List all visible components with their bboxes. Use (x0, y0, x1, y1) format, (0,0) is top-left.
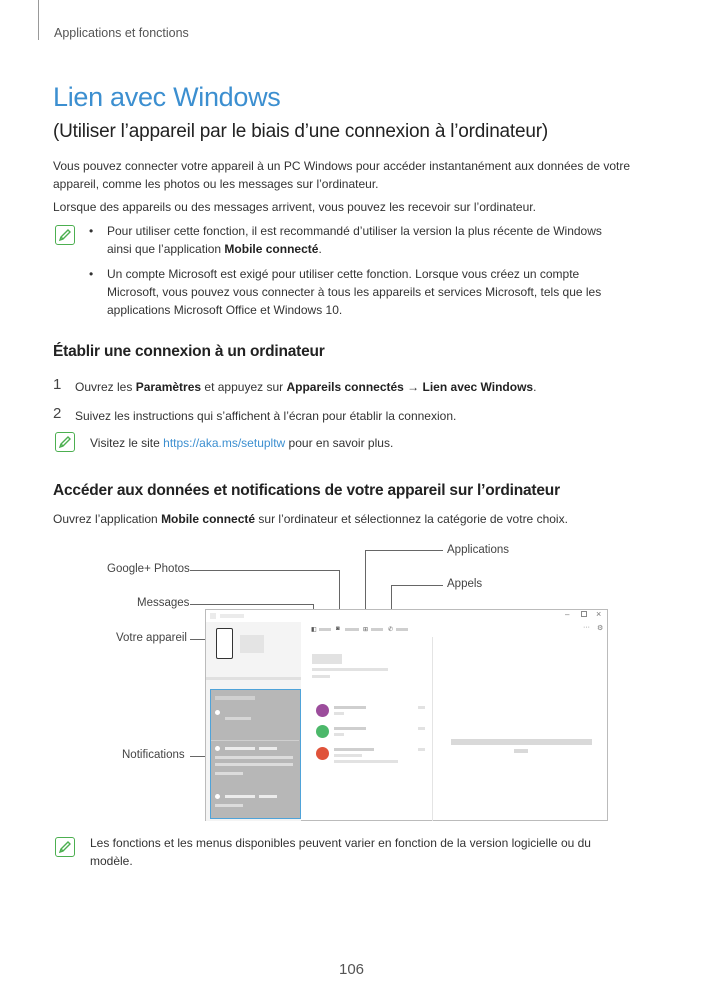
contact-avatar (316, 725, 329, 738)
callout-messages: Messages (137, 597, 190, 609)
minimize-icon: – (565, 610, 570, 619)
notifications-panel (210, 689, 301, 819)
step-1: 1 (53, 376, 62, 393)
leader-applications-h (365, 550, 443, 551)
note1-bullet-2: • Un compte Microsoft est exigé pour utiliser cette fonction. Lorsque vous créez un compte Microsoft, vous pouvez vous connecter à tous les appareils et services Microsoft, tels que les applications Microsoft Office et Windows 10. (89, 267, 602, 317)
leader-messages-h (190, 604, 313, 605)
setup-link[interactable]: https://aka.ms/setupltw (163, 436, 286, 450)
callout-appels: Appels (447, 578, 483, 590)
left-panel (206, 622, 301, 821)
callout-votre-appareil: Votre appareil (116, 632, 187, 644)
more-icon: ··· (583, 624, 590, 631)
leader-appels-h (391, 585, 443, 586)
device-info (240, 635, 264, 653)
photos-tab-icon: ◙ (336, 626, 340, 632)
app-logo-icon (210, 613, 216, 619)
note1-bullet-1: • Pour utiliser cette fonction, il est recommandé d’utiliser la version la plus récente de Windows ainsi que l’application Mobile connecté. (89, 224, 602, 256)
header-rule (38, 0, 39, 40)
intro-paragraph-1: Vous pouvez connecter votre appareil à un PC Windows pour accéder instantanément aux données de votre appareil, comme les photos ou les messages sur l’ordinateur. (53, 159, 631, 191)
callout-google-photos: Google+ Photos (107, 563, 190, 575)
note-visit-site: Visitez le site https://aka.ms/setupltw pour en savoir plus. (90, 436, 394, 450)
app-window-screenshot (205, 609, 608, 821)
settings-gear-icon: ⚙ (597, 625, 604, 632)
note-variations: Les fonctions et les menus disponibles peuvent varier en fonction de la version logicielle ou du modèle. (90, 836, 591, 868)
note-pencil-icon (55, 432, 75, 452)
contact-avatar (316, 747, 329, 760)
page-subtitle: (Utiliser l’appareil par le biais d’une connexion à l’ordinateur) (53, 121, 548, 142)
section-header: Applications et fonctions (54, 26, 189, 40)
applications-tab-icon: ⊞ (363, 627, 369, 633)
contact-avatar (316, 704, 329, 717)
leader-google-photos-h (190, 570, 339, 571)
section2-text: Ouvrez l’application Mobile connecté sur l’ordinateur et sélectionnez la catégorie de votre choix. (53, 512, 568, 526)
step-1-text: Ouvrez les Paramètres et appuyez sur Appareils connectés → Lien avec Windows. (75, 380, 537, 394)
section-title-access-data: Accéder aux données et notifications de votre appareil sur l’ordinateur (53, 482, 560, 499)
detail-placeholder (451, 739, 592, 745)
section-title-connection: Établir une connexion à un ordinateur (53, 343, 325, 360)
phone-icon (216, 628, 233, 659)
intro-paragraph-2: Lorsque des appareils ou des messages arrivent, vous pouvez les recevoir sur l’ordinateur. (53, 200, 536, 214)
close-icon: × (596, 609, 602, 619)
page-title: Lien avec Windows (53, 82, 281, 112)
messages-tab-icon: ◧ (311, 627, 317, 633)
callout-applications: Applications (447, 544, 510, 556)
calls-tab-icon: ✆ (388, 627, 394, 633)
maximize-icon (581, 611, 587, 617)
conversation-list (306, 637, 433, 821)
page-number: 106 (338, 961, 365, 978)
step-2-text: Suivez les instructions qui s’affichent à l’écran pour établir la connexion. (75, 409, 457, 423)
note-pencil-icon (55, 225, 75, 245)
note-pencil-icon (55, 837, 75, 857)
step-2: 2 (53, 405, 62, 422)
divider (206, 677, 301, 680)
window-title (220, 614, 244, 618)
callout-notifications: Notifications (122, 749, 185, 761)
